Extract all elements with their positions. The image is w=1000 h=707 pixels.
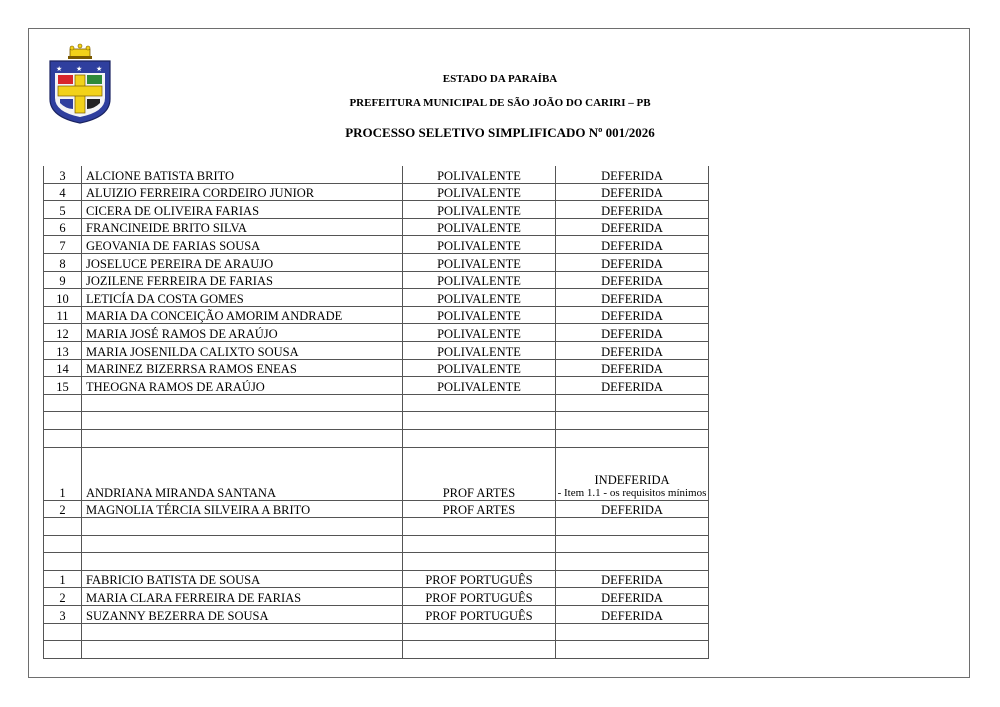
- row-number: 14: [44, 359, 82, 377]
- table-row: [44, 588, 709, 606]
- result-status: [556, 623, 709, 641]
- candidate-name: CICERA DE OLIVEIRA FARIAS: [82, 201, 403, 219]
- candidate-name: [82, 394, 403, 412]
- result-status: DEFERIDA: [556, 271, 709, 289]
- row-number: 2: [44, 500, 82, 518]
- candidate-name: MARIA JOSENILDA CALIXTO SOUSA: [82, 341, 403, 359]
- result-status: [556, 447, 709, 500]
- table-row: [44, 183, 709, 201]
- candidate-name: MARIA JOSÉ RAMOS DE ARAÚJO: [82, 324, 403, 342]
- position: POLIVALENTE: [403, 201, 556, 219]
- result-status: DEFERIDA: [556, 166, 709, 183]
- position: [403, 641, 556, 659]
- row-number: [44, 553, 82, 571]
- row-number: 4: [44, 183, 82, 201]
- table-row: [44, 218, 709, 236]
- position: POLIVALENTE: [403, 253, 556, 271]
- result-status: DEFERIDA: [556, 253, 709, 271]
- position: PROF ARTES: [403, 447, 556, 500]
- result-status: DEFERIDA: [556, 341, 709, 359]
- header-state: ESTADO DA PARAÍBA: [442, 73, 558, 85]
- candidate-name: MARIA CLARA FERREIRA DE FARIAS: [82, 588, 403, 606]
- row-number: [44, 518, 82, 536]
- table-row: [44, 500, 709, 518]
- row-number: [44, 429, 82, 447]
- candidate-name: THEOGNA RAMOS DE ARAÚJO: [82, 377, 403, 395]
- row-number: 1: [44, 570, 82, 588]
- result-status: [556, 412, 709, 430]
- result-status: DEFERIDA: [556, 570, 709, 588]
- header-prefecture: PREFEITURA MUNICIPAL DE SÃO JOÃO DO CARIRI – PB: [349, 97, 651, 109]
- result-status: DEFERIDA: [556, 359, 709, 377]
- position: POLIVALENTE: [403, 236, 556, 254]
- position: [403, 535, 556, 553]
- row-number: 1: [44, 447, 82, 500]
- row-number: [44, 623, 82, 641]
- candidate-name: [82, 641, 403, 659]
- row-number: 15: [44, 377, 82, 395]
- candidate-name: JOZILENE FERREIRA DE FARIAS: [82, 271, 403, 289]
- table-row: [44, 201, 709, 219]
- row-number: 2: [44, 588, 82, 606]
- result-status: DEFERIDA: [556, 324, 709, 342]
- candidate-name: [82, 412, 403, 430]
- row-number: 9: [44, 271, 82, 289]
- candidate-name: ALCIONE BATISTA BRITO: [82, 166, 403, 183]
- row-number: 10: [44, 289, 82, 307]
- svg-text:★: ★: [76, 65, 83, 73]
- result-status: DEFERIDA: [556, 500, 709, 518]
- row-number: [44, 535, 82, 553]
- header-process-title: PROCESSO SELETIVO SIMPLIFICADO Nº 001/2026: [345, 125, 655, 140]
- result-status: [556, 394, 709, 412]
- position: [403, 518, 556, 536]
- position: PROF PORTUGUÊS: [403, 588, 556, 606]
- status-note: - Item 1.1 - os requisitos mínimos: [557, 486, 707, 499]
- table-row: [44, 518, 709, 536]
- position: PROF ARTES: [403, 500, 556, 518]
- table-row: [44, 306, 709, 324]
- result-status: DEFERIDA: [556, 588, 709, 606]
- candidate-name: GEOVANIA DE FARIAS SOUSA: [82, 236, 403, 254]
- candidate-name: [82, 553, 403, 571]
- row-number: 12: [44, 324, 82, 342]
- row-number: 11: [44, 306, 82, 324]
- candidates-table: [43, 166, 709, 659]
- candidate-name: MARIA DA CONCEIÇÃO AMORIM ANDRADE: [82, 306, 403, 324]
- table-row: [44, 289, 709, 307]
- row-number: 6: [44, 218, 82, 236]
- table-row: [44, 341, 709, 359]
- candidate-name: ALUIZIO FERREIRA CORDEIRO JUNIOR: [82, 183, 403, 201]
- svg-text:★: ★: [56, 65, 63, 73]
- position: POLIVALENTE: [403, 218, 556, 236]
- row-number: 13: [44, 341, 82, 359]
- svg-text:★: ★: [96, 65, 103, 73]
- table-row: [44, 236, 709, 254]
- result-status: DEFERIDA: [556, 201, 709, 219]
- result-status: [556, 429, 709, 447]
- position: POLIVALENTE: [403, 341, 556, 359]
- candidate-name: JOSELUCE PEREIRA DE ARAUJO: [82, 253, 403, 271]
- result-status: DEFERIDA: [556, 377, 709, 395]
- result-status: [556, 518, 709, 536]
- result-status: [556, 641, 709, 659]
- row-number: 8: [44, 253, 82, 271]
- position: POLIVALENTE: [403, 166, 556, 183]
- result-status: DEFERIDA: [556, 183, 709, 201]
- result-status: DEFERIDA: [556, 236, 709, 254]
- position: PROF PORTUGUÊS: [403, 606, 556, 624]
- candidate-name: [82, 535, 403, 553]
- position: POLIVALENTE: [403, 359, 556, 377]
- position: POLIVALENTE: [403, 306, 556, 324]
- result-status: DEFERIDA: [556, 606, 709, 624]
- table-row: [44, 253, 709, 271]
- candidate-name: [82, 518, 403, 536]
- position: POLIVALENTE: [403, 377, 556, 395]
- table-row: [44, 570, 709, 588]
- table-row: [44, 166, 709, 183]
- candidate-name: LETICÍA DA COSTA GOMES: [82, 289, 403, 307]
- table-row: [44, 429, 709, 447]
- position: PROF PORTUGUÊS: [403, 570, 556, 588]
- candidate-name: ANDRIANA MIRANDA SANTANA: [82, 447, 403, 500]
- table-row: [44, 412, 709, 430]
- position: [403, 553, 556, 571]
- result-status: DEFERIDA: [556, 289, 709, 307]
- candidate-name: [82, 429, 403, 447]
- position: [403, 623, 556, 641]
- position: POLIVALENTE: [403, 289, 556, 307]
- table-row: [44, 359, 709, 377]
- table-row: [44, 324, 709, 342]
- row-number: 5: [44, 201, 82, 219]
- position: POLIVALENTE: [403, 324, 556, 342]
- candidate-name: MAGNOLIA TÉRCIA SILVEIRA A BRITO: [82, 500, 403, 518]
- result-status: DEFERIDA: [556, 306, 709, 324]
- candidate-name: FABRICIO BATISTA DE SOUSA: [82, 570, 403, 588]
- table-row: [44, 623, 709, 641]
- position: POLIVALENTE: [403, 183, 556, 201]
- table-row: [44, 377, 709, 395]
- table-row: [44, 553, 709, 571]
- candidate-name: [82, 623, 403, 641]
- table-row: [44, 447, 709, 500]
- row-number: [44, 641, 82, 659]
- row-number: [44, 394, 82, 412]
- coat-of-arms-logo: [46, 43, 114, 125]
- table-row: [44, 271, 709, 289]
- result-status: [556, 553, 709, 571]
- row-number: [44, 412, 82, 430]
- position: [403, 429, 556, 447]
- row-number: 3: [44, 166, 82, 183]
- table-row: [44, 641, 709, 659]
- position: [403, 412, 556, 430]
- table-row: [44, 394, 709, 412]
- table-row: [44, 535, 709, 553]
- position: [403, 394, 556, 412]
- candidate-name: SUZANNY BEZERRA DE SOUSA: [82, 606, 403, 624]
- status-label: INDEFERIDA: [594, 472, 670, 487]
- result-status: DEFERIDA: [556, 218, 709, 236]
- row-number: 7: [44, 236, 82, 254]
- position: POLIVALENTE: [403, 271, 556, 289]
- candidate-name: MARINEZ BIZERRSA RAMOS ENEAS: [82, 359, 403, 377]
- table-row: [44, 606, 709, 624]
- candidate-name: FRANCINEIDE BRITO SILVA: [82, 218, 403, 236]
- result-status: [556, 535, 709, 553]
- row-number: 3: [44, 606, 82, 624]
